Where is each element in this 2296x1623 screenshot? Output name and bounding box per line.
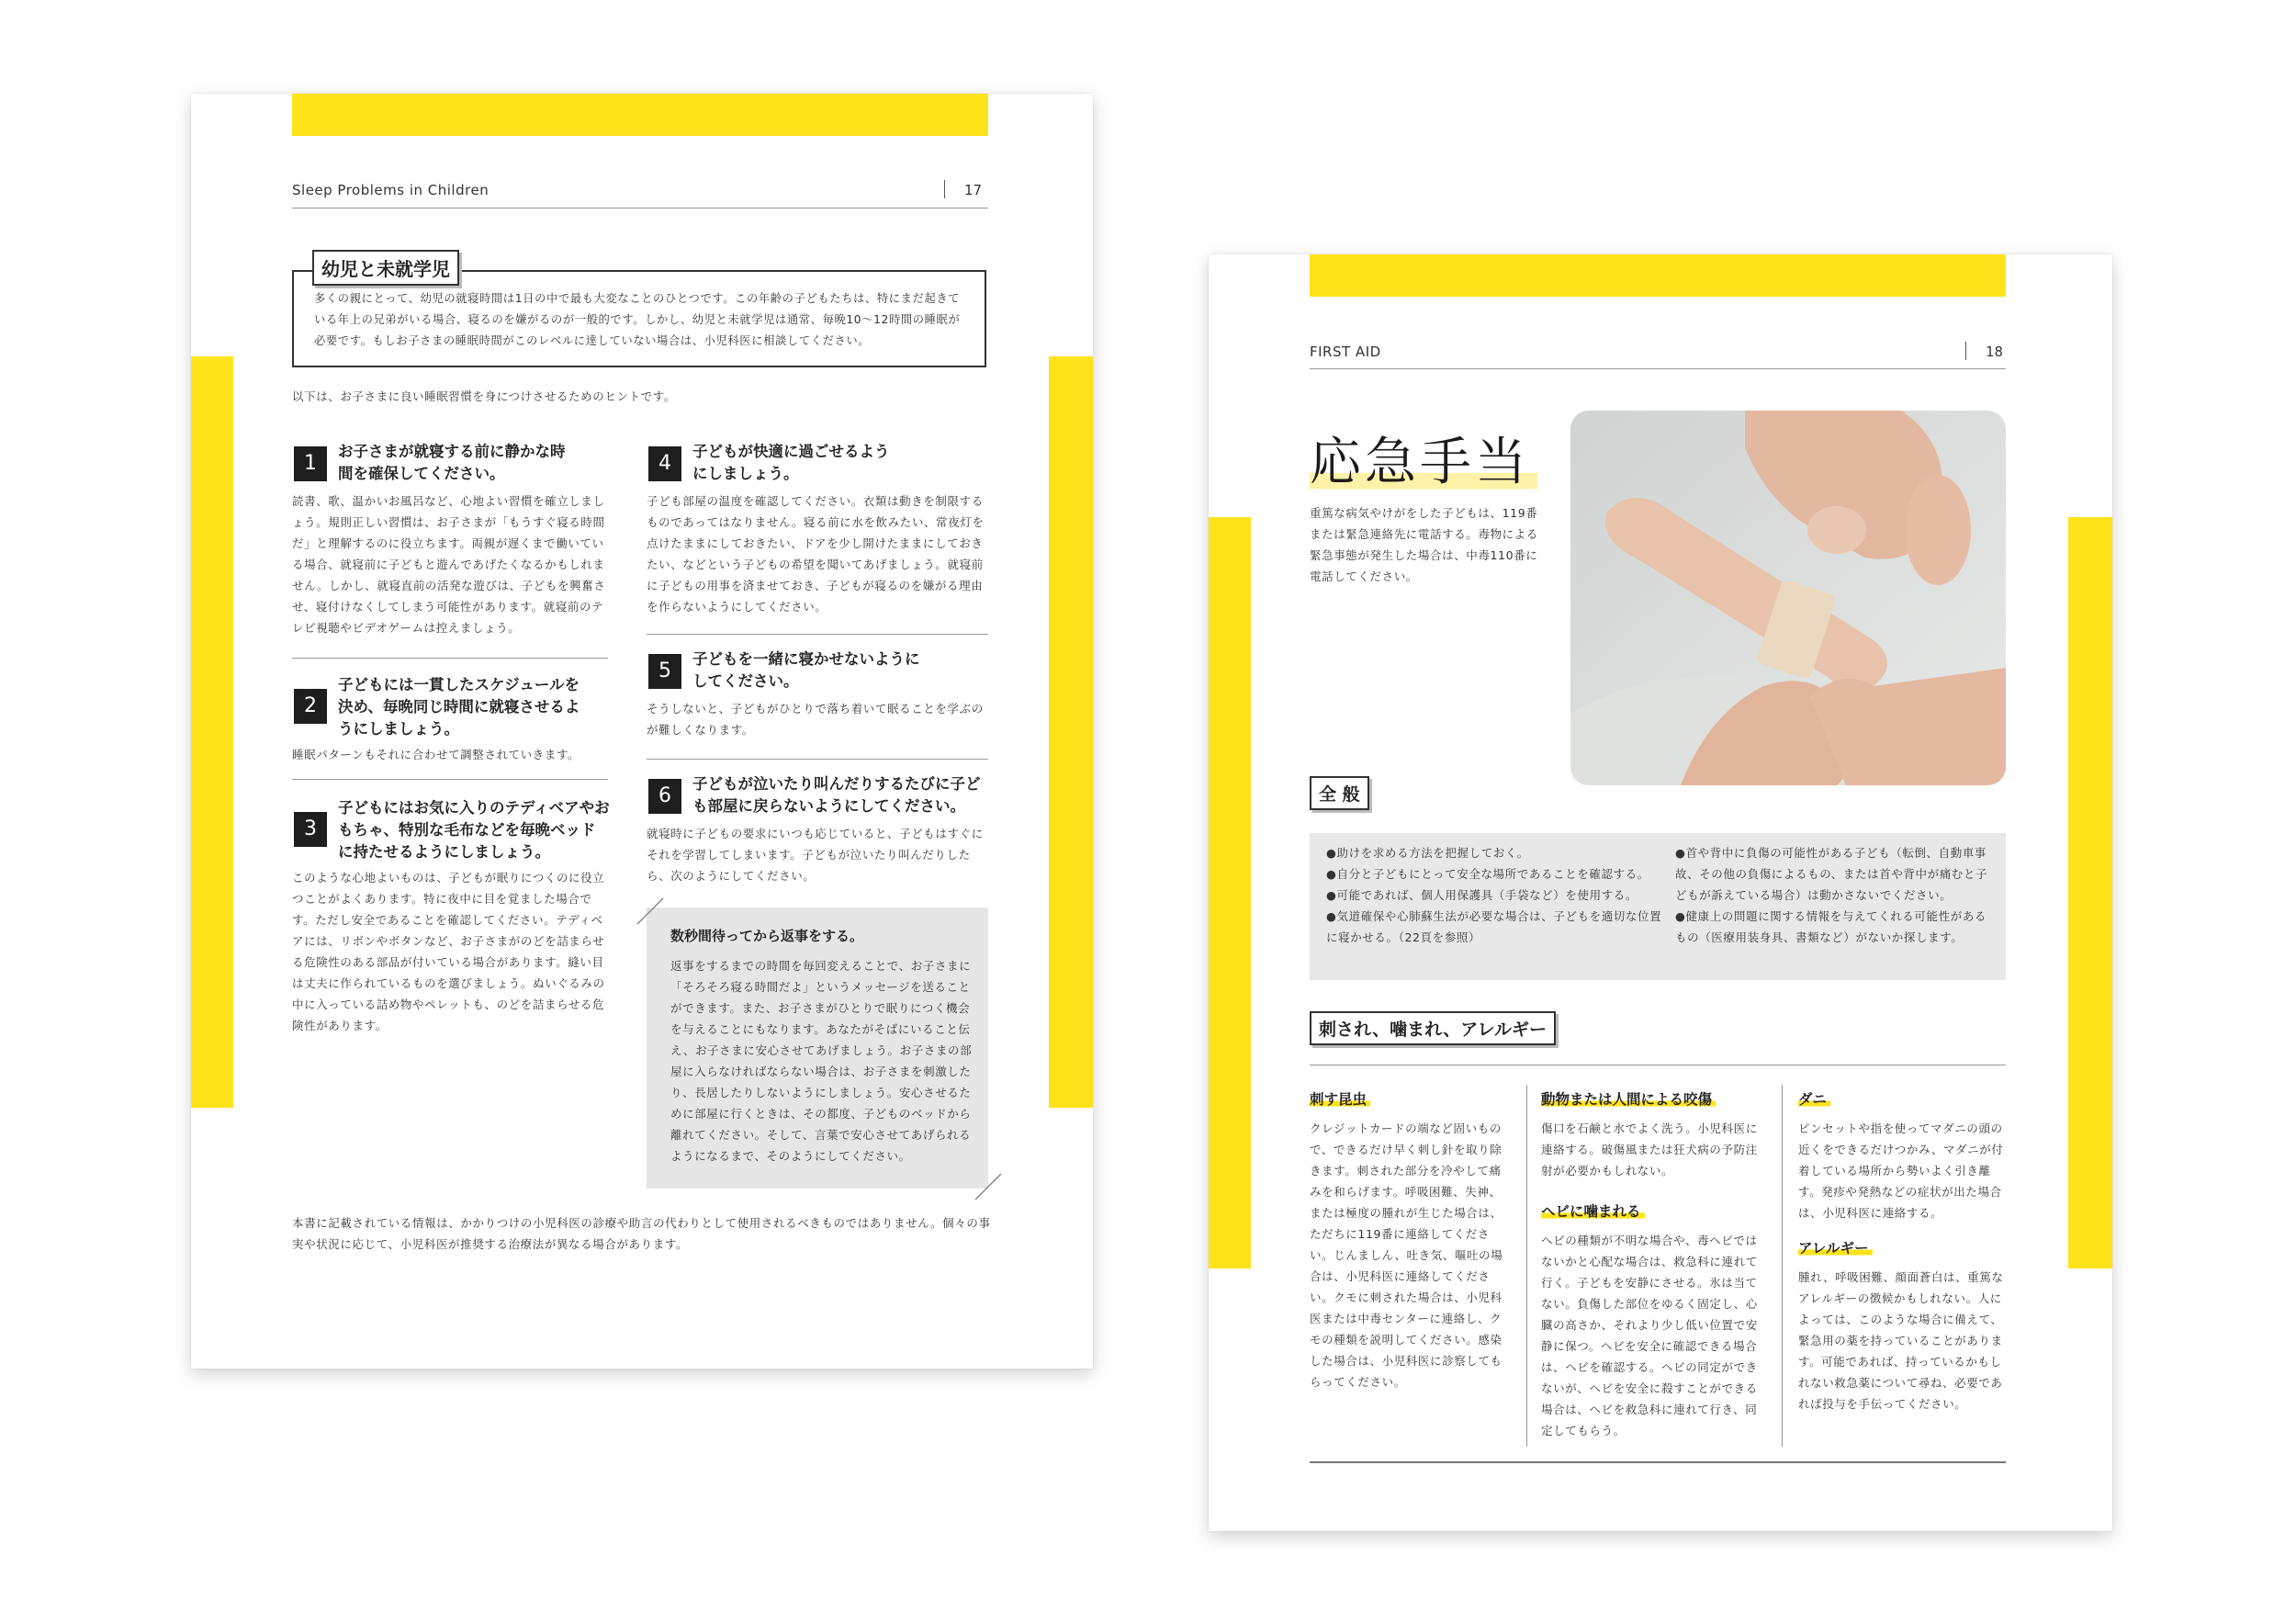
- tip-title: 子どもが快適に過ごせるようにしましょう。: [692, 443, 890, 482]
- note-box: [647, 907, 988, 1189]
- allergy-title: アレルギー: [1798, 1237, 1873, 1257]
- tip-number: 6: [648, 779, 681, 814]
- tip-number: 5: [648, 654, 681, 689]
- intro-text: 多くの親にとって、幼児の就寝時間は1日の中で最も大変なことのひとつです。この年齢の子どもたちは、特にまだ起きている年上の兄弟がいる場合、寝るのを嫌がるのが一般的です。しかし、幼児と未就学児は通常、毎晩10～12時間の睡眠が必要です。もしお子さまの睡眠時間がこのレベルに達していない場合は、小児科医に相談してください。: [314, 292, 961, 347]
- general-item: ●可能であれば、個人用保護具（手袋など）を使用する。: [1326, 888, 1638, 902]
- header-divider: [944, 180, 945, 198]
- bites-label: 刺され、噛まれ、アレルギー: [1310, 1011, 1556, 1045]
- tip-body: 読書、歌、温かいお風呂など、心地よい習慣を確立しましょう。規則正しい習慣は、お子さまが「もうすぐ寝る時間だ」と理解するのに役立ちます。両親が遅くまで働いている場合、就寝前に子どもと遊んであげたくなるかもしれません。しかし、就寝直前の活発な遊びは、子どもを興奮させ、寝付けなくしてしまう可能性があります。就寝前のテレビ視聴やビデオゲームは控えましょう。: [292, 494, 606, 635]
- tip-body: このような心地よいものは、子どもが眠りにつくのに役立つことがよくあります。特に夜中に目を覚ました場合です。ただし安全であることを確認してください。テディベアには、リボンやボタンなど、お子さまがのどを詰まらせる危険性のある部品が付いている場合があります。縫い目は丈夫に作られているものを選びましょう。ぬいぐるみの中に入っている詰め物やペレットも、のどを詰まらせる危険性があります。: [292, 871, 605, 1032]
- tip-body: 睡眠パターンもそれに合わせて調整されていきます。: [292, 748, 580, 761]
- tip-number: 2: [294, 689, 327, 724]
- intro-label: 幼児と未就学児: [312, 250, 459, 286]
- tip-title: 子どもを一緒に寝かせないようにしてください。: [692, 650, 920, 690]
- header-rule: [1310, 368, 2006, 369]
- animal-bite-body: 傷口を石鹸と水でよく洗う。小児科医に連絡する。破傷風または狂犬病の予防注射が必要かもしれない。: [1541, 1121, 1758, 1178]
- running-header-title: FIRST AID: [1310, 344, 1381, 360]
- tip-body: 子ども部屋の温度を確認してください。衣類は動きを制限するものであってはなりません。寝る前に水を飲みたい、常夜灯を点けたままにしておきたい、ドアを少し開けたままにしておきたい、などという子どもの希望を聞いてあげましょう。就寝前に子どもの用事を済ませておき、子どもが寝るのを嫌がる理由を作らないようにしてください。: [647, 494, 985, 614]
- note-body: 返事をするまでの時間を毎回変えることで、お子さまに「そろそろ寝る時間だよ」というメッセージを送ることができます。また、お子さまがひとりで眠りにつく機会を与えることにもなります。あなたがそばにいること伝え、お子さまに安心させてあげましょう。お子さまの部屋に入らなければならない場合は、お子さまを刺激したり、長居したりしないようにしましょう。安心させるために部屋に行くときは、その都度、子どものベッドから離れてください。そして、言葉で安心させてあげられるようになるまで、そのようにしてください。: [670, 959, 973, 1163]
- header-divider: [1965, 342, 1966, 360]
- tip-divider: [292, 779, 608, 780]
- snake-bite-body: ヘビの種類が不明な場合や、毒ヘビではないかと心配な場合は、救急科に連れて行く。子どもを安静にさせる。氷は当てない。負傷した部位をゆるく固定し、心臓の高さか、それより少し低い位置で安静に保つ。ヘビを安全に確認できる場合は、ヘビを確認する。ヘビの同定ができないが、ヘビを安全に殺すことができる場合は、ヘビを救急科に連れて行き、同定してもらう。: [1541, 1234, 1758, 1437]
- left-accent-bar: [1209, 517, 1251, 1268]
- disclaimer-footer: 本書に記載されている情報は、かかりつけの小児科医の診療や助言の代わりとして使用されるべきものではありません。個々の事実や状況に応じて、小児科医が推奨する治療法が異なる場合があります。: [292, 1216, 991, 1251]
- tick-title: ダニ: [1798, 1088, 1830, 1109]
- tip-number: 1: [294, 446, 327, 481]
- general-item: ●健康上の問題に関する情報を与えてくれる可能性があるもの（医療用装身具、書類など）がないか探します。: [1675, 909, 1987, 944]
- tick-body: ピンセットや指を使ってマダニの頭の近くをできるだけつかみ、マダニが付着している場所から勢いよく引き離す。発疹や発熱などの症状が出た場合は、小児科医に連絡する。: [1798, 1121, 2004, 1220]
- tip-title: 子どもには一貫したスケジュールを決め、毎晩同じ時間に就寝させるようにしましょう。: [338, 676, 580, 738]
- bottom-rule: [1310, 1461, 2006, 1463]
- general-right-list: [1675, 842, 1993, 948]
- tip-body: そうしないと、子どもがひとりで落ち着いて眠ることを学ぶのが難しくなります。: [647, 702, 984, 737]
- animal-bite-title: 動物または人間による咬傷: [1541, 1088, 1716, 1109]
- general-item: ●気道確保や心肺蘇生法が必要な場合は、子どもを適切な位置に寝かせる。（22頁を参照）: [1326, 909, 1662, 944]
- tip-body: 就寝時に子どもの要求にいつも応じていると、子どもはすぐにそれを学習してしまいます。子どもが泣いたり叫んだりしたら、次のようにしてください。: [647, 827, 984, 883]
- tip-divider: [647, 634, 988, 635]
- bandage-photo: [1570, 411, 2006, 785]
- insect-sting-title: 刺す昆虫: [1310, 1088, 1370, 1109]
- general-item: ●自分と子どもにとって安全な場所であることを確認する。: [1326, 867, 1649, 881]
- column-divider: [1782, 1085, 1783, 1447]
- column-divider: [1526, 1085, 1527, 1447]
- general-item: ●首や背中に負傷の可能性がある子ども（転倒、自動車事故、その他の負傷によるもの、または首や背中が痛むと子どもが訴えている場合）は動かさないでください。: [1675, 846, 1988, 902]
- header-rule: [292, 208, 988, 209]
- tip-title: お子さまが就寝する前に静かな時間を確保してください。: [338, 443, 566, 482]
- tip-number: 3: [294, 812, 327, 847]
- tip-divider: [292, 658, 608, 659]
- page-heading: 応急手当: [1310, 422, 1537, 495]
- note-corner-mark: [970, 1168, 1007, 1205]
- general-item: ●助けを求める方法を把握しておく。: [1326, 846, 1529, 860]
- heading-intro: 重篤な病気やけがをした子どもは、119番または緊急連絡先に電話する。毒物による緊急事態が発生した場合は、中毒110番に電話してください。: [1310, 506, 1538, 583]
- page-number: 17: [964, 182, 983, 198]
- general-left-list: [1326, 842, 1668, 948]
- right-accent-bar: [2068, 517, 2112, 1268]
- general-label: 全 般: [1310, 776, 1369, 810]
- left-accent-bar: [191, 356, 233, 1108]
- page-17: [191, 94, 1093, 1369]
- top-accent-bar: [1310, 254, 2006, 297]
- note-title: 数秒間待ってから返事をする。: [670, 928, 864, 944]
- tip-number: 4: [648, 446, 681, 481]
- allergy-body: 腫れ、呼吸困難、顔面蒼白は、重篤なアレルギーの徴候かもしれない。人によっては、このような場合に備えて、緊急用の薬を持っていることがあります。可能であれば、持っているかもしれない救急薬について尋ね、必要であれば投与を手伝ってください。: [1798, 1270, 2004, 1411]
- running-header-title: Sleep Problems in Children: [292, 182, 490, 198]
- page-18: [1209, 254, 2112, 1531]
- insect-sting-body: クレジットカードの端など固いもので、できるだけ早く刺し針を取り除きます。刺された部分を冷やして痛みを和らげます。呼吸困難、失神、または極度の腫れが生じた場合は、ただちに119番に連絡してください。じんましん、吐き気、嘔吐の場合は、小児科医に連絡してください。クモに刺された場合は、小児科医または中毒センターに連絡し、クモの種類を説明してください。感染した場合は、小児科医に診察してもらってください。: [1310, 1121, 1503, 1389]
- general-box: [1310, 833, 2006, 980]
- top-accent-bar: [292, 94, 988, 136]
- right-accent-bar: [1049, 356, 1093, 1108]
- tip-title: 子どもが泣いたり叫んだりするたびに子ども部屋に戻らないようにしてください。: [692, 775, 981, 815]
- tip-divider: [647, 759, 988, 760]
- snake-bite-title: ヘビに噛まれる: [1541, 1200, 1645, 1221]
- note-corner-mark: [636, 896, 672, 933]
- page-number: 18: [1986, 344, 2004, 360]
- tips-lead: 以下は、お子さまに良い睡眠習慣を身につけさせるためのヒントです。: [292, 389, 676, 403]
- tip-title: 子どもにはお気に入りのテディベアやおもちゃ、特別な毛布などを毎晩ベッドに持たせるようにしましょう。: [338, 799, 610, 861]
